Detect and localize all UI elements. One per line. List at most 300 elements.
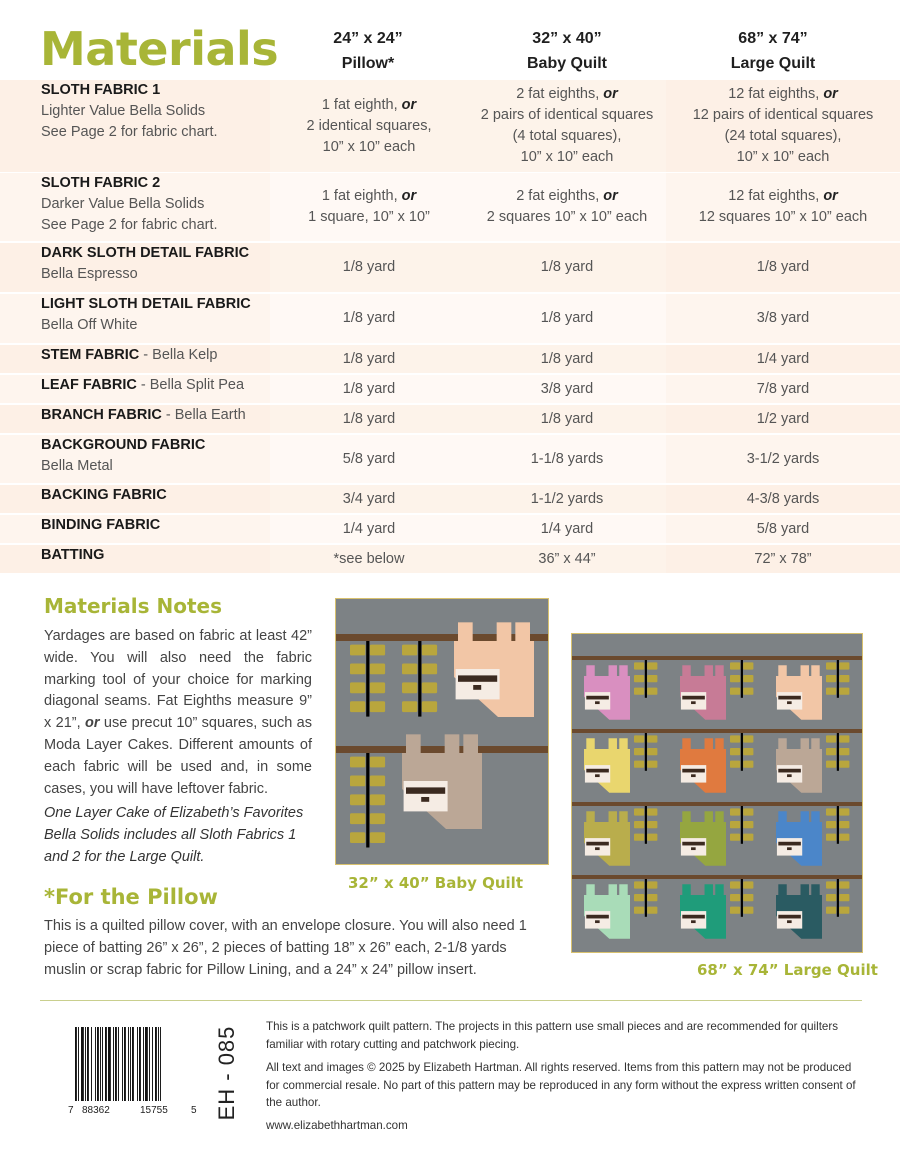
amount-or: or	[823, 188, 838, 204]
sloth-face	[404, 781, 448, 811]
branch	[572, 729, 863, 733]
pillow-heading: *For the Pillow	[44, 885, 218, 909]
amount-cell-pillow	[270, 485, 468, 513]
leaf	[730, 748, 740, 755]
baby-quilt-illustration	[336, 599, 549, 865]
leaf	[730, 808, 740, 815]
sloth-nose	[787, 847, 792, 850]
amount-text	[757, 349, 809, 370]
sloth-eye-mask	[458, 675, 497, 681]
leaf	[743, 761, 753, 768]
amount-text	[541, 409, 593, 430]
amount-line: 1/8 yard	[342, 310, 396, 326]
leaf	[647, 881, 657, 888]
amount-text	[531, 489, 604, 510]
table-row	[0, 435, 900, 483]
table-row	[0, 375, 900, 403]
leaf-stem	[645, 879, 647, 917]
footer-line-1: This is a patchwork quilt pattern. The projects in this pattern use small pieces and are recommended for quilters familiar with rotary cutting and patchwork piecing.	[266, 1020, 839, 1051]
branch	[572, 656, 863, 660]
barcode-bar	[75, 1027, 77, 1101]
amount-text	[343, 257, 395, 278]
amount-text	[693, 84, 874, 168]
amount-cell-pillow	[270, 173, 468, 241]
amount-line: 7/8 yard	[756, 380, 810, 397]
sloth-eye-mask	[586, 769, 609, 773]
barcode-bar	[115, 1027, 117, 1101]
amount-text	[747, 449, 820, 470]
fabric-desc: Bella Metal	[41, 458, 113, 474]
barcode-bar	[145, 1027, 148, 1101]
barcode-bar	[139, 1027, 141, 1101]
leaf	[730, 834, 740, 841]
leaf	[743, 735, 753, 742]
table-row	[0, 294, 900, 343]
barcode-bar	[81, 1027, 84, 1101]
column-size: 24” x 24”	[333, 30, 403, 47]
amount-cell-pillow	[270, 243, 468, 292]
amount-line: 1/8 yard	[342, 259, 396, 275]
amount-line: 2 pairs of identical squares	[480, 107, 654, 123]
sloth-face	[777, 765, 802, 782]
leaf	[730, 761, 740, 768]
amount-line: 1/8 yard	[342, 410, 396, 427]
amount-text	[757, 379, 809, 400]
amount-line: 3/8 yard	[756, 310, 810, 326]
leaf	[370, 682, 385, 693]
branch	[336, 746, 549, 753]
leaf	[350, 776, 365, 787]
leaf	[402, 664, 417, 675]
barcode-bar	[102, 1027, 103, 1101]
amount-cell-large-quilt	[666, 173, 900, 241]
row-label	[0, 485, 270, 513]
barcode-bar	[137, 1027, 138, 1101]
amount-line	[308, 186, 430, 207]
leaf	[839, 748, 849, 755]
leaf	[634, 675, 644, 682]
amount-text	[343, 308, 395, 329]
amount-text	[757, 257, 809, 278]
amount-line: (24 total squares),	[724, 128, 842, 144]
row-label	[0, 294, 270, 343]
sloth-eye-mask	[586, 696, 609, 700]
amount-part: 2 fat eighths,	[516, 86, 604, 102]
sloth-face	[777, 838, 802, 855]
leaf	[826, 748, 836, 755]
amount-or: or	[823, 86, 838, 102]
leaf-stem	[645, 660, 647, 698]
column-name: Pillow*	[341, 55, 395, 72]
amount-text	[343, 489, 395, 510]
fabric-name: BACKING FABRIC	[41, 487, 167, 503]
row-label	[0, 545, 270, 573]
table-row	[0, 485, 900, 513]
leaf	[826, 907, 836, 914]
fabric-name: STEM FABRIC	[41, 347, 140, 363]
sloth-nose	[787, 920, 792, 923]
page-title: Materials	[40, 22, 279, 76]
leaf	[350, 832, 365, 843]
leaf	[422, 701, 437, 712]
amount-cell-baby-quilt	[468, 80, 666, 172]
row-label	[0, 435, 270, 483]
amount-cell-pillow	[270, 294, 468, 343]
amount-line: 12 pairs of identical squares	[692, 107, 874, 123]
leaf-stem	[837, 660, 839, 698]
barcode-bar	[130, 1027, 131, 1101]
amount-cell-baby-quilt	[468, 515, 666, 543]
leaf	[634, 834, 644, 841]
amount-cell-large-quilt	[666, 515, 900, 543]
sloth-nose	[691, 847, 696, 850]
leaf	[730, 735, 740, 742]
amount-line: 36” x 44”	[538, 550, 596, 567]
amount-line: 1/2 yard	[756, 410, 810, 427]
amount-line: 4-3/8 yards	[746, 490, 820, 507]
amount-line: (4 total squares),	[512, 128, 622, 144]
footer-line-2: All text and images © 2025 by Elizabeth Hartman. All rights reserved. Items from this pattern may not be produced for commercial resale. No part of this pattern may be reproduced in any form without the express written consent of the author.	[266, 1061, 856, 1110]
leaf	[370, 757, 385, 768]
amount-cell-baby-quilt	[468, 173, 666, 241]
notes-text-part: Yardages are based on fabric at least 42” wide. You will also need the fabric marking tool of your choice for marking diagonal seams. Fat Eighths measure 9” x 21”,	[44, 628, 312, 732]
sloth-face	[585, 838, 610, 855]
leaf-stem	[837, 806, 839, 844]
column-size: 32” x 40”	[532, 30, 602, 47]
leaf	[826, 688, 836, 695]
leaf	[350, 757, 365, 768]
table-row	[0, 515, 900, 543]
notes-heading: Materials Notes	[44, 594, 222, 618]
leaf	[370, 813, 385, 824]
barcode-bar	[143, 1027, 144, 1101]
amount-cell-large-quilt	[666, 545, 900, 573]
leaf	[743, 688, 753, 695]
amount-cell-baby-quilt	[468, 345, 666, 373]
amount-line: 1/8 yard	[342, 380, 396, 397]
barcode-bar	[91, 1027, 92, 1101]
amount-or: or	[401, 96, 417, 113]
leaf	[634, 748, 644, 755]
baby-quilt-image	[335, 598, 549, 865]
leaf	[743, 675, 753, 682]
fabric-desc: Lighter Value Bella Solids	[41, 103, 206, 119]
leaf	[826, 821, 836, 828]
fabric-inline-desc: - Bella Kelp	[139, 347, 218, 363]
sloth-face	[585, 911, 610, 928]
pillow-body: This is a quilted pillow cover, with an envelope closure. You will also need 1 piece of batting 26” x 26”, 2 pieces of batting 18” x 26” each, 2-1/8 yards muslin or scrap fabric for Pillow Lining, and a 24” x 24” pillow insert.	[44, 918, 527, 978]
fabric-name: SLOTH FABRIC 1	[41, 82, 161, 98]
leaf	[839, 881, 849, 888]
table-row	[0, 80, 900, 172]
leaf	[634, 662, 644, 669]
fabric-name: LIGHT SLOTH DETAIL FABRIC	[41, 296, 251, 312]
barcode-bar	[118, 1027, 119, 1101]
amount-text	[754, 549, 811, 570]
column-header-baby-quilt	[467, 26, 667, 76]
sloth-nose	[691, 774, 696, 777]
barcode-bar	[95, 1027, 96, 1101]
amount-line	[693, 84, 874, 105]
amount-cell-large-quilt	[666, 294, 900, 343]
barcode-bar	[85, 1027, 86, 1101]
leaf	[634, 735, 644, 742]
leaf	[730, 881, 740, 888]
sloth-eye-mask	[682, 769, 705, 773]
amount-cell-pillow	[270, 515, 468, 543]
leaf	[839, 834, 849, 841]
leaf	[839, 688, 849, 695]
leaf	[647, 662, 657, 669]
barcode-bars	[75, 1027, 161, 1101]
sloth-eye-mask	[406, 787, 445, 793]
barcode-bar	[160, 1027, 161, 1101]
amount-cell-large-quilt	[666, 435, 900, 483]
amount-cell-large-quilt	[666, 405, 900, 433]
leaf	[839, 821, 849, 828]
leaf	[743, 662, 753, 669]
amount-cell-baby-quilt	[468, 545, 666, 573]
barcode-bar	[100, 1027, 101, 1101]
sloth-nose	[421, 797, 429, 802]
leaf-stem	[741, 879, 743, 917]
sloth-nose	[595, 774, 600, 777]
amount-line: 1-1/8 yards	[530, 450, 604, 467]
fabric-name: DARK SLOTH DETAIL FABRIC	[41, 245, 250, 261]
row-label	[0, 405, 270, 433]
notes-emphasis: One Layer Cake of Elizabeth’s Favorites Bella Solids includes all Sloth Fabrics 1 and 2 for the Large Quilt.	[44, 805, 304, 865]
amount-line	[699, 186, 867, 207]
leaf	[634, 688, 644, 695]
leaf	[730, 675, 740, 682]
leaf	[370, 664, 385, 675]
sloth-face	[456, 669, 500, 699]
large-quilt-illustration	[572, 634, 863, 953]
amount-text	[757, 519, 809, 540]
leaf	[826, 808, 836, 815]
sloth-nose	[691, 701, 696, 704]
leaf-stem	[741, 660, 743, 698]
leaf	[826, 834, 836, 841]
amount-line: 1/8 yard	[540, 259, 594, 275]
leaf	[402, 645, 417, 656]
leaf	[743, 808, 753, 815]
amount-line: 2 squares 10” x 10” each	[486, 209, 648, 225]
amount-line: 5/8 yard	[756, 520, 810, 537]
amount-cell-large-quilt	[666, 243, 900, 292]
sloth-face	[585, 765, 610, 782]
leaf	[743, 907, 753, 914]
leaf	[647, 688, 657, 695]
amount-cell-baby-quilt	[468, 375, 666, 403]
table-row	[0, 545, 900, 573]
amount-part: 1 fat eighth,	[321, 96, 402, 113]
amount-text	[481, 84, 654, 168]
sloth-eye-mask	[778, 842, 801, 846]
amount-part: 12 fat eighths,	[728, 86, 824, 102]
leaf	[730, 688, 740, 695]
barcode-bar	[113, 1027, 114, 1101]
sloth-face	[681, 692, 706, 709]
amount-text	[531, 449, 604, 470]
amount-text	[541, 349, 593, 370]
amount-line: 2 identical squares,	[306, 117, 432, 134]
amount-line: 10” x 10” each	[322, 138, 416, 155]
row-label	[0, 243, 270, 292]
amount-line: 10” x 10” each	[736, 149, 830, 165]
amount-line: 3/4 yard	[342, 490, 396, 507]
leaf	[370, 832, 385, 843]
leaf	[839, 761, 849, 768]
branch	[572, 875, 863, 879]
sloth-nose	[595, 701, 600, 704]
amount-line: 1/8 yard	[540, 410, 594, 427]
sku-label	[213, 1027, 241, 1119]
leaf	[422, 664, 437, 675]
leaf	[730, 662, 740, 669]
amount-line	[307, 95, 432, 116]
leaf	[634, 821, 644, 828]
amount-line: 1/8 yard	[540, 350, 594, 367]
amount-text	[541, 257, 593, 278]
amount-part: 1 fat eighth,	[321, 188, 402, 204]
table-row	[0, 345, 900, 373]
leaf-stem	[837, 879, 839, 917]
leaf	[350, 664, 365, 675]
leaf	[826, 881, 836, 888]
sloth-nose	[691, 920, 696, 923]
amount-line: 72” x 78”	[754, 550, 812, 567]
amount-part: 2 fat eighths,	[516, 188, 604, 204]
leaf	[402, 701, 417, 712]
leaf	[370, 776, 385, 787]
leaf	[839, 662, 849, 669]
amount-or: or	[603, 188, 618, 204]
barcode	[68, 1027, 198, 1115]
amount-part: 12 fat eighths,	[728, 188, 824, 204]
leaf	[839, 907, 849, 914]
amount-cell-pillow	[270, 435, 468, 483]
barcode-digit: 15755	[140, 1105, 168, 1115]
amount-text	[343, 409, 395, 430]
fabric-name: BATTING	[41, 547, 105, 563]
amount-line: 1-1/2 yards	[530, 490, 604, 507]
amount-line: 3-1/2 yards	[746, 450, 820, 467]
row-label	[0, 515, 270, 543]
leaf	[422, 682, 437, 693]
barcode-digit: 5	[191, 1105, 197, 1115]
footer-url[interactable]: www.elizabethhartman.com	[266, 1119, 408, 1132]
fabric-desc: Bella Espresso	[41, 266, 138, 282]
notes-body	[44, 626, 312, 800]
leaf	[826, 662, 836, 669]
amount-line: 1/8 yard	[540, 310, 594, 326]
fabric-name: BINDING FABRIC	[41, 517, 161, 533]
amount-line: 1/4 yard	[756, 350, 810, 367]
leaf	[826, 735, 836, 742]
leaf	[647, 675, 657, 682]
leaf	[647, 907, 657, 914]
notes-or: or	[85, 715, 100, 732]
notes-text-part: use precut 10” squares, such as Moda Layer Cakes. Different amounts of each fabric will be used and, in some cases, you will have leftover fabric.	[44, 715, 312, 797]
leaf	[743, 748, 753, 755]
leaf-stem	[741, 806, 743, 844]
leaf	[839, 735, 849, 742]
amount-text	[757, 308, 809, 329]
fabric-label-line	[41, 375, 244, 396]
fabric-inline-desc: - Bella Earth	[161, 407, 246, 423]
leaf	[647, 808, 657, 815]
leaf-stem	[418, 641, 421, 717]
leaf	[743, 881, 753, 888]
leaf	[634, 808, 644, 815]
sloth-nose	[595, 920, 600, 923]
amount-text	[308, 186, 430, 228]
fabric-desc: See Page 2 for fabric chart.	[41, 217, 218, 233]
sloth-eye-mask	[586, 842, 609, 846]
table-row	[0, 405, 900, 433]
amount-line: 3/8 yard	[540, 380, 594, 397]
sloth-eye-mask	[682, 842, 705, 846]
amount-cell-large-quilt	[666, 80, 900, 172]
table-row	[0, 243, 900, 292]
leaf-stem	[645, 806, 647, 844]
leaf	[647, 834, 657, 841]
amount-or: or	[401, 188, 417, 204]
amount-cell-baby-quilt	[468, 243, 666, 292]
amount-text	[541, 519, 593, 540]
leaf	[730, 907, 740, 914]
table-row	[0, 173, 900, 241]
leaf	[826, 675, 836, 682]
amount-cell-baby-quilt	[468, 485, 666, 513]
leaf-stem	[366, 753, 369, 848]
barcode-digit: 7	[68, 1105, 74, 1115]
leaf	[370, 794, 385, 805]
large-quilt-caption: 68” x 74” Large Quilt	[697, 961, 878, 979]
leaf	[647, 735, 657, 742]
leaf	[839, 808, 849, 815]
leaf-stem	[741, 733, 743, 771]
leaf	[634, 761, 644, 768]
amount-text	[757, 409, 809, 430]
barcode-bar	[108, 1027, 111, 1101]
amount-text	[747, 489, 820, 510]
barcode-bar	[132, 1027, 134, 1101]
leaf	[730, 894, 740, 901]
column-size: 68” x 74”	[738, 30, 808, 47]
sloth-eye-mask	[682, 915, 705, 919]
leaf	[402, 682, 417, 693]
sloth-eye-mask	[778, 915, 801, 919]
amount-cell-large-quilt	[666, 345, 900, 373]
leaf	[839, 675, 849, 682]
sloth-face	[681, 765, 706, 782]
leaf-stem	[645, 733, 647, 771]
amount-line	[487, 186, 647, 207]
barcode-bar	[158, 1027, 159, 1101]
column-header-large-quilt	[673, 26, 873, 76]
leaf	[730, 821, 740, 828]
leaf	[826, 761, 836, 768]
fabric-name: BRANCH FABRIC	[41, 407, 162, 423]
amount-line: 1/8 yard	[342, 350, 396, 367]
barcode-bar	[87, 1027, 89, 1101]
amount-cell-pillow	[270, 375, 468, 403]
amount-text	[343, 379, 395, 400]
sloth-face	[681, 838, 706, 855]
sloth-nose	[787, 774, 792, 777]
